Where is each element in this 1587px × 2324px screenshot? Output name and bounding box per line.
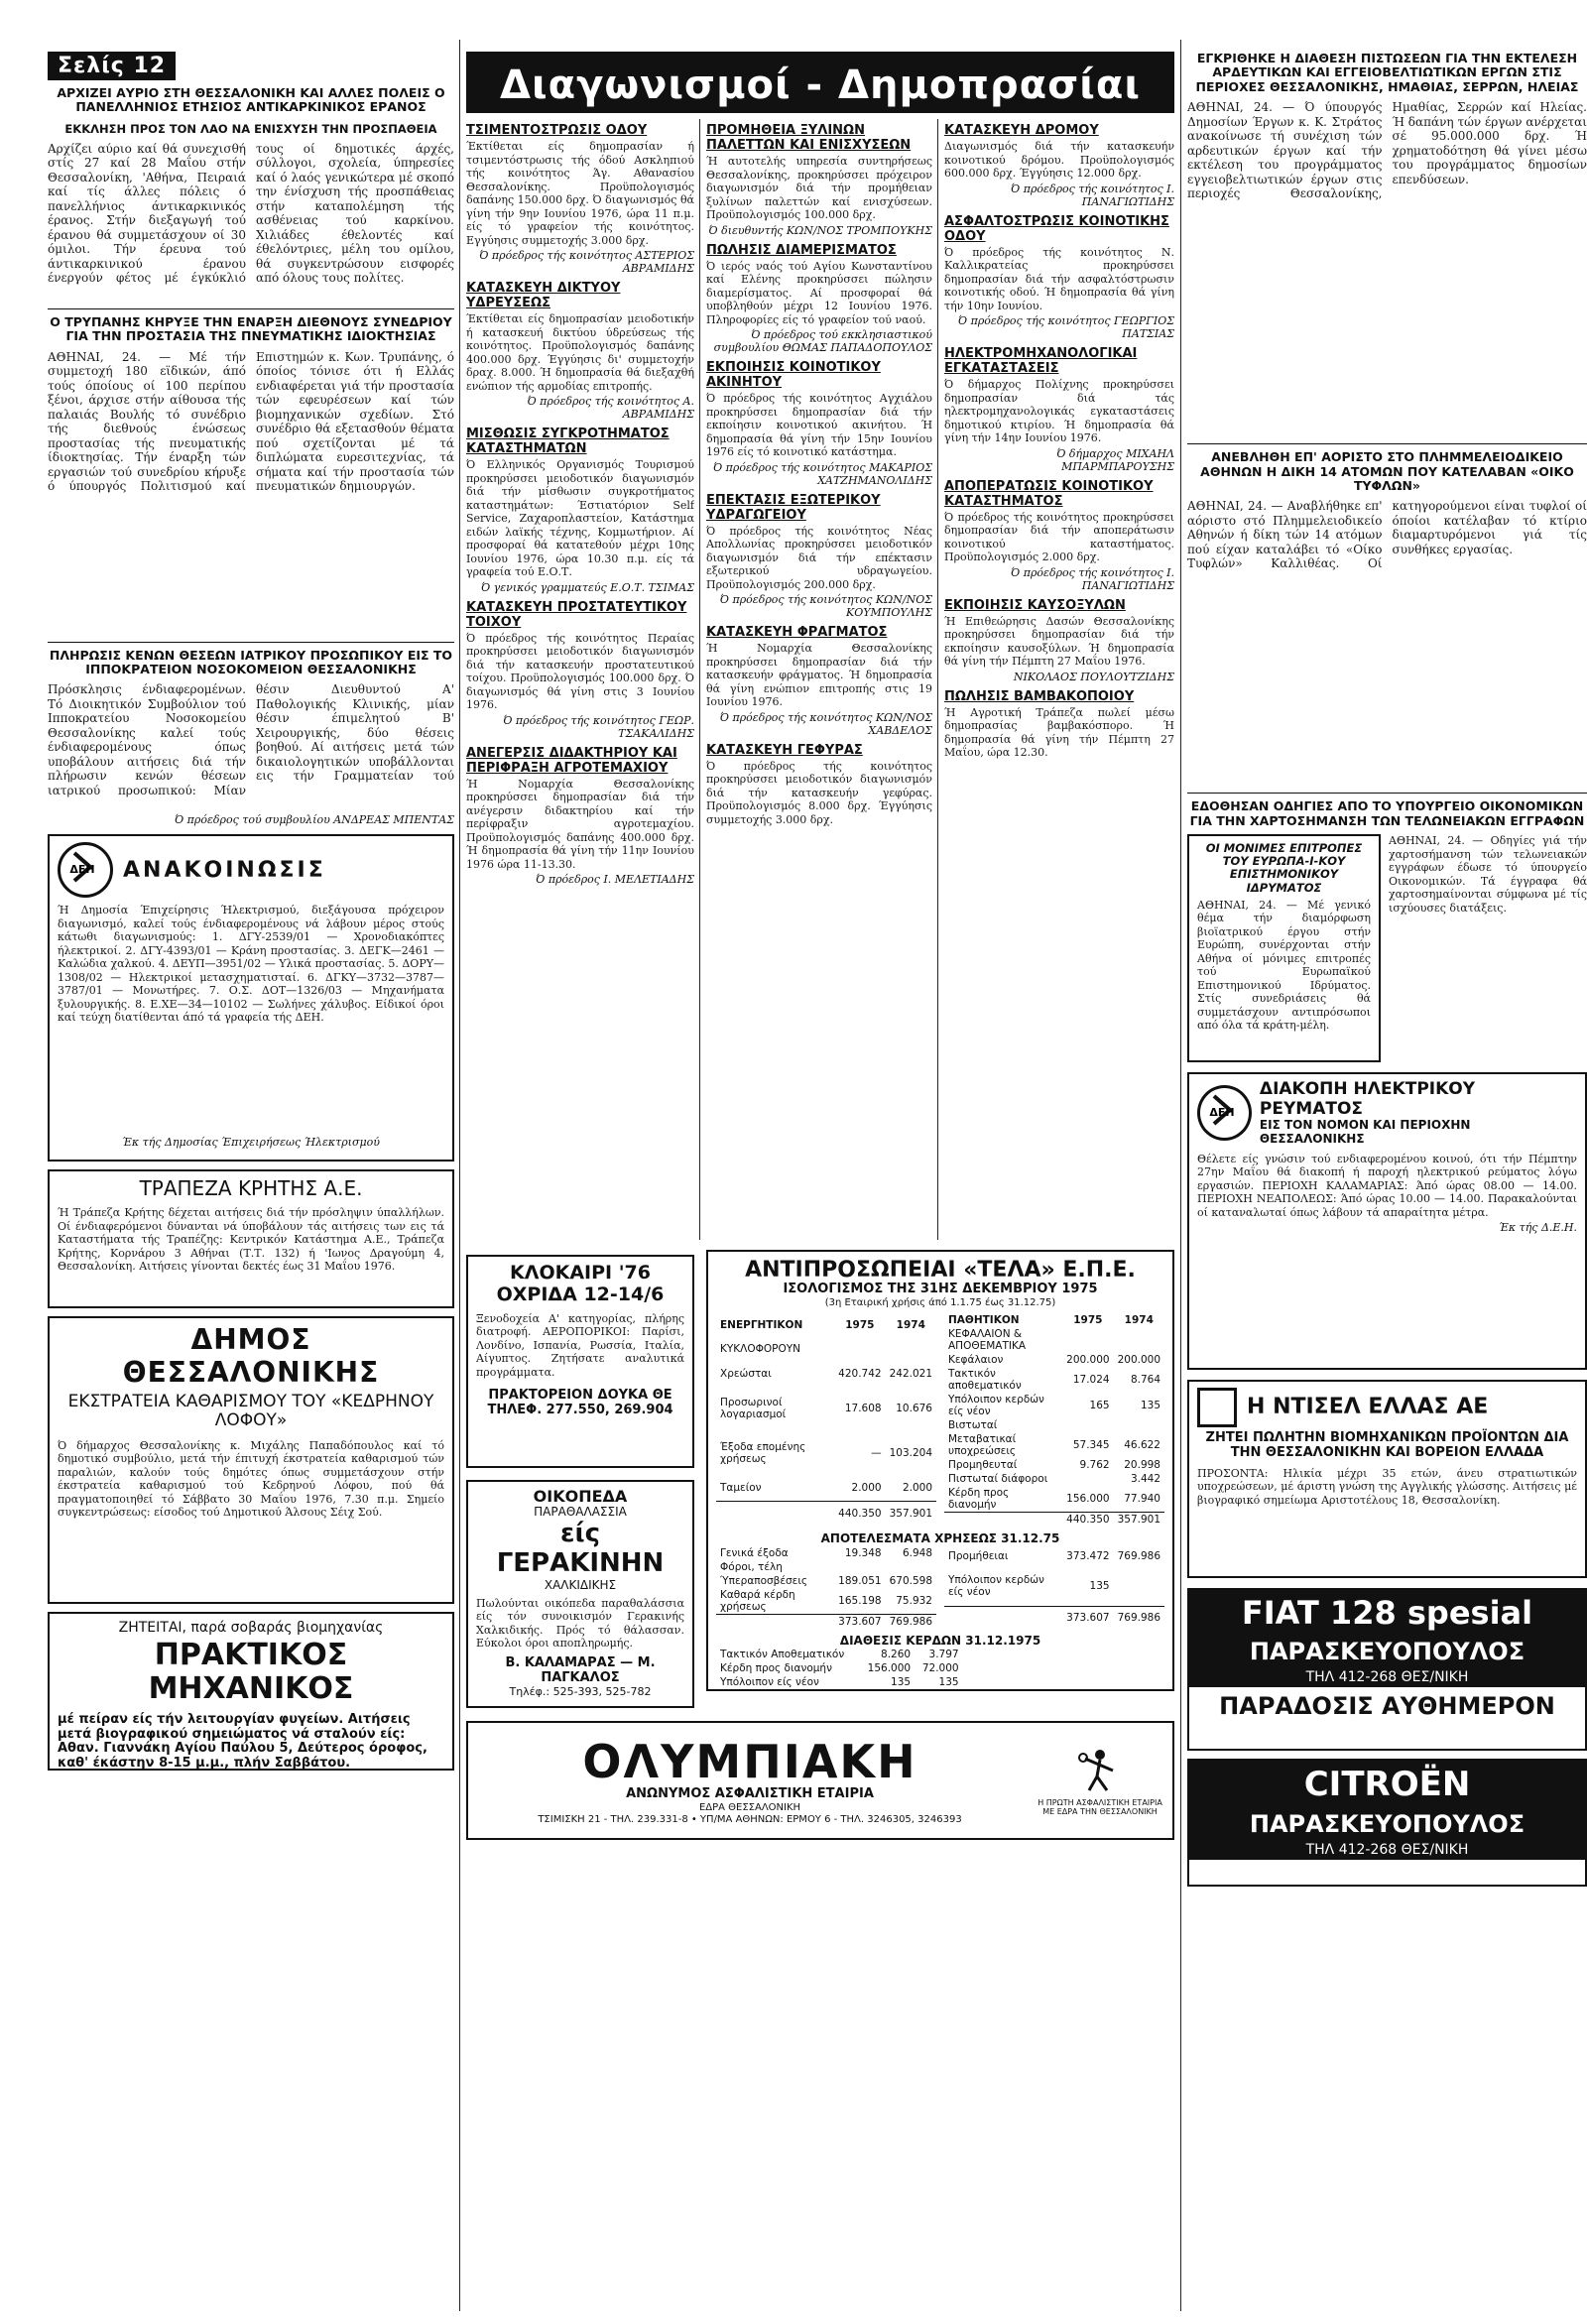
asset-v1: 17.608 (844, 1402, 882, 1414)
asset-row (716, 1386, 936, 1430)
outage-title: ΔΙΑΚΟΠΗ ΗΛΕΚΤΡΙΚΟΥ ΡΕΥΜΑΤΟΣ (1259, 1079, 1476, 1119)
dist-v2: 135 (938, 1676, 959, 1689)
notice-c2-title: ΑΣΦΑΛΤΟΣΤΡΩΣΙΣ ΚΟΙΝΟΤΙΚΗΣ ΟΔΟΥ (944, 213, 1169, 244)
plots-contact: Β. ΚΑΛΑΜΑΡΑΣ — Μ. ΠΑΓΚΑΛΟΣ (505, 1654, 656, 1685)
asset-label: ΚΥΚΛΟΦΟΡΟΥΝ (720, 1343, 801, 1356)
result-left-v2: 6.948 (902, 1546, 932, 1559)
result-left-v2: 75.932 (896, 1594, 932, 1607)
notice-c2-signature: Ό πρόεδρος τής κοινότητος ΓΕΩΡΓΙΟΣ ΠΑΤΣΙΑΣ (957, 314, 1174, 340)
liability-v2: 200.000 (1117, 1353, 1160, 1366)
article2-body: ΑΘΗΝΑΙ, 24. — Μέ τήν συμμετοχή 180 εϊδικών, άπό τούς όποίους οί 100 περίπου ξένοι, άρχισε στήν αίθουσα τής παλαιάς Βουλής τό συνέδριο τής διεθνούς ένώσεως προστασίας τής πνευματικής ίδιοκτησίας. Τήν έναρξη τών εργασιών τού συνεδρίου κήρυξε ό ύπουργός Πολιτισμού καί Επιστημών κ. Κων. Τρυπάνης, ό όποίος τόνισε ότι ή Ελλάς ενδιαφέρεται γιά τήν προστασία τών εφευρέσεων καί τών βιομηχανικών σχεδίων. Στό συνέδριο θά εξετασθούν θέματα πού σχετίζονται μέ τά διπλώματα ευρεσιτεχνίας, τά σήματα καί τήν προστασία τών πνευματικών δημιουργών. (48, 349, 454, 494)
article1-body: Αρχίζει αύριο καί θά συνεχισθή στίς 27 καί 28 Μαΐου στήν Θεσσαλονίκη, 'Αθήνα, Πειραιά καί τίς άλλες πόλεις ό πανελλήνιος άντικαρκινικός έρανος. Στήν διεξαγωγή τού έρανου θά συμμετάσχουν οί 30 όμιλοι. Τήν έρευνα τού άντικαρκινικού έρανου ένεργούν φέτος μέ έγκύκλιό τους οί δημοτικές άρχές, σύλλογοι, σχολεία, ύπηρεσίες καί ό λαός γενικώτερα μέ σκοπό την ένίσχυση τής προσπάθειας στήν καταπολέμηση τής ασθένειας τού καρκίνου. Χιλιάδες έθελοντές καί έθελόντριες, μέλη του ομίλου, θά συγκεντρώσουν εισφορές από όλους τους πολίτες. (48, 141, 454, 286)
dist-label: Τακτικόν Αποθεματικόν (720, 1649, 845, 1661)
article1-subheadline: ΕΚΚΛΗΣΗ ΠΡΟΣ ΤΟΝ ΛΑΟ ΝΑ ΕΝΙΣΧΥΣΗ ΤΗΝ ΠΡΟΣΠΑΘΕΙΑ (64, 121, 437, 136)
discus-thrower-icon (1075, 1745, 1125, 1794)
notice-c1-body: Διαγωνισμός διά τήν κατασκευήν κοινοτικού δρόμου. Προϋπολογισμός 600.000 δρχ. Έγγύησις 12.000 δρχ. (944, 140, 1174, 180)
olympiaki-badge: Η ΠΡΩΤΗ ΑΣΦΑΛΙΣΤΙΚΗ ΕΤΑΙΡΙΑ ΜΕ ΕΔΡΑ ΤΗΝ ΘΕΣΣΑΛΟΝΙΚΗ (1038, 1797, 1162, 1816)
liability-v1: 165 (1089, 1399, 1110, 1411)
result-left-label: Καθαρά κέρδη χρήσεως (720, 1588, 795, 1613)
citroen-dealer: ΠΑΡΑΣΚΕΥΟΠΟΥΛΟΣ (1189, 1808, 1585, 1840)
fiat-dealer: ΠΑΡΑΣΚΕΥΟΠΟΥΛΟΣ (1189, 1636, 1585, 1667)
eec-box (1187, 834, 1381, 1062)
notice-b1-title: ΠΡΟΜΗΘΕΙΑ ΞΥΛΙΝΩΝ ΠΑΛΕΤΤΩΝ ΚΑΙ ΕΝΙΣΧΥΣΕΩΝ (706, 123, 912, 153)
dist-label: Κέρδη προς διανομήν (720, 1662, 832, 1675)
fiat-phone: ΤΗΛ 412-268 ΘΕΣ/ΝΙΚΗ (1189, 1667, 1585, 1687)
asset-v1: — (871, 1447, 882, 1460)
notice-b6-title: ΚΑΤΑΣΚΕΥΗ ΓΕΦΥΡΑΣ (706, 742, 863, 758)
liability-v2: 77.940 (1124, 1492, 1160, 1505)
result-left-v1: 165.198 (838, 1594, 882, 1607)
result-left-v2: 670.598 (889, 1574, 932, 1587)
dist-v1: 135 (891, 1676, 912, 1689)
asset-v2: 242.021 (889, 1367, 932, 1380)
column-4 (944, 0, 1174, 2324)
asset-label: Χρεώσται (720, 1367, 772, 1380)
assets-table (716, 1313, 936, 1527)
liability-v1: 200.000 (1066, 1353, 1110, 1366)
notice-a4-signature: Ό πρόεδρος τής κοινότητος ΓΕΩΡ. ΤΣΑΚΑΛΙΔΗΣ (503, 713, 694, 740)
d2-body: ΑΘΗΝΑΙ, 24. — Αναβλήθηκε επ' αόριστο στό Πλημμελειοδικείο Αθηνών ή δίκη τών 14 ατόμων πού είχαν καταλάβει τό «Οίκο Τυφλών» Καλλιθέας. Οί κατηγορούμενοι είναι τυφλοί οί όποίοι κατέλαβαν τό κτίριο διαμαρτυρόμενοι γιά τίς συνθήκες εργασίας. (1187, 499, 1587, 571)
notice-b6-body: Ό πρόεδρος τής κοινότητος προκηρύσσει μειοδοτικόν διαγωνισμόν διά τήν κατασκευήν γεφύρας. Προϋπολογισμός 8.000 δρχ. Έγγύησις συμμετοχής 3.000 δρχ. (706, 759, 932, 826)
notice-c5-title: ΕΚΠΟΙΗΣΙΣ ΚΑΥΣΟΞΥΛΩΝ (944, 597, 1126, 613)
notice-b4-title: ΕΠΕΚΤΑΣΙΣ ΕΞΩΤΕΡΙΚΟΥ ΥΔΡΑΓΩΓΕΙΟΥ (706, 492, 881, 523)
plots-intro: ΟΙΚΟΠΕΔΑ (533, 1487, 628, 1506)
olympiaki-address: ΤΣΙΜΙΣΚΗ 21 - ΤΗΛ. 239.331-8 • ΥΠ/ΜΑ ΑΘΗΝΩΝ: ΕΡΜΟΥ 6 - ΤΗΛ. 3246305, 3246393 (538, 1813, 962, 1825)
column-3 (706, 0, 932, 2324)
bank-title: ΤΡΑΠΕΖΑ ΚΡΗΤΗΣ Α.Ε. (139, 1176, 363, 1201)
outage-body: Θέλετε είς γνώσιν τού ενδιαφερομένου κοινού, ότι τήν Πέμπτην 27ην Μαΐου θά διακοπή ή παροχή ηλεκτρικού ρεύματος λόγω εργασιών. ΠΕΡΙΟΧΗ ΚΑΛΑΜΑΡΙΑΣ: Άπό ώρας 08.00 — 14.00. ΠΕΡΙΟΧΗ ΝΕΑΠΟΛΕΩΣ: Άπό ώρας 10.00 — 14.00. Παρακαλούνται οί καταναλωταί όπως λάβουν τά απαραίτητα μέτρα. (1197, 1152, 1577, 1219)
results-left-table (716, 1546, 936, 1629)
hiring-body: μέ πείραν είς τήν λειτουργίαν φυγείων. Αιτήσεις μετά βιογραφικού σημειώματος νά σταλούν είς: Αθαν. Γιαννάκη Αγίου Παύλου 5, Δεύτερος όροφος, καθ' έκάστην 8-15 μ.μ., πλήν Σαββάτου. (58, 1711, 427, 1772)
deh-title: ΑΝΑΚΟΙΝΩΣΙΣ (123, 857, 326, 883)
notice-b4-signature: Ό πρόεδρος τής κοινότητος ΚΩΝ/ΝΟΣ ΚΟΥΜΠΟΥΛΗΣ (719, 593, 932, 619)
ntisel-body: ΠΡΟΣΟΝΤΑ: Ηλικία μέχρι 35 ετών, άνευ στρατιωτικών υποχρεώσεων, μέ άριστη γνώση της Αγγλικής γλώσσης. Αιτήσεις μέ βιογραφικό σημείωμα Αριστοτέλους 18, Θεσσαλονίκη. (1197, 1466, 1577, 1507)
liability-row (944, 1367, 1164, 1393)
deh-logo-icon (58, 842, 113, 898)
notice-b3-title: ΕΚΠΟΙΗΣΙΣ ΚΟΙΝΟΤΙΚΟΥ ΑΚΙΝΗΤΟΥ (706, 360, 881, 390)
assets-total-1975: 440.350 (838, 1508, 882, 1521)
liability-label: Προμηθευταί (948, 1458, 1018, 1471)
result-left-v1 (834, 1560, 885, 1574)
article3-headline: ΠΛΗΡΩΣΙΣ ΚΕΝΩΝ ΘΕΣΕΩΝ ΙΑΤΡΙΚΟΥ ΠΡΟΣΩΠΙΚΟΥ ΕΙΣ ΤΟ ΙΠΠΟΚΡΑΤΕΙΟΝ ΝΟΣΟΚΟΜΕΙΟΝ ΘΕΣΣΑΛΟΝΙΚΗΣ (49, 647, 453, 677)
page-label: Σελίς 12 (48, 52, 176, 80)
d1-body: ΑΘΗΝΑΙ, 24. — Ό ύπουργός Δημοσίων Έργων κ. Κ. Στράτος ανακοίνωσε τή συνέχιση τών αρδευτικών έργων καί τήν εκτέλεση του προγράμματος εγγειοβελτιωτικών έργων στις περιοχές Θεσσαλονίκης, Ημαθίας, Σερρών καί Ηλείας. Ή δαπάνη τών έργων ανέρχεται σέ 95.000.000 δρχ. Ή χρηματοδότηση θά γίνει μέσω του προγράμματος δημοσίων επενδύσεων. (1187, 100, 1587, 201)
notice-b2-body: Ό ιερός ναός τού Αγίου Κωνσταντίνου καί Ελένης προκηρύσσει πώλησιν διαμερίσματος. Αί προσφοραί θά υποβληθούν μέχρι 12 Ιουνίου 1976. Πληροφορίες είς τό γραφείον τού ναού. (706, 259, 932, 326)
liability-label: Υπόλοιπον κερδών είς νέον (948, 1393, 1044, 1417)
liability-label: Βιστωταί (948, 1418, 998, 1431)
liability-row (944, 1432, 1164, 1458)
dist-total-1 (859, 1690, 915, 1691)
travel-phone: ΤΗΛΕΦ. 277.550, 269.904 (487, 1403, 673, 1418)
liability-v2: 135 (1140, 1399, 1160, 1411)
olympiaki-brand: ΟΛΥΜΠΙΑΚΗ (582, 1734, 917, 1788)
d3-headline: ΕΔΟΘΗΣΑΝ ΟΔΗΓΙΕΣ ΑΠΟ ΤΟ ΥΠΟΥΡΓΕΙΟ ΟΙΚΟΝΟΜΙΚΩΝ ΓΙΑ ΤΗΝ ΧΑΡΤΟΣΗΜΑΝΣΗ ΤΩΝ ΤΕΛΩΝΕΙΑΚΩΝ ΕΓΓΡΑΦΩΝ (1189, 798, 1585, 828)
plots-title: είς ΓΕΡΑΚΙΝΗΝ (496, 1519, 665, 1579)
hiring-title: ΠΡΑΚΤΙΚΟΣ ΜΗΧΑΝΙΚΟΣ (148, 1637, 354, 1707)
hiring-ad (48, 1612, 454, 1771)
asset-v2: 10.676 (896, 1402, 932, 1414)
results-right-table (944, 1546, 1164, 1629)
notice-b1-body: Ή αυτοτελής υπηρεσία συντηρήσεως Θεσσαλονίκης, προκηρύσσει πρόχειρον διαγωνισμόν διά τήν προμήθειαν ξυλίνων παλεττών καί ενισχύσεων. Προϋπολογισμός 100.000 δρχ. (706, 155, 932, 221)
asset-v2 (886, 1337, 936, 1361)
result-right-label: Προμήθειαι (948, 1550, 1009, 1563)
notice-a2-title: ΚΑΤΑΣΚΕΥΗ ΔΙΚΤΥΟΥ ΥΔΡΕΥΣΕΩΣ (466, 281, 621, 310)
travel-body: Ξενοδοχεία Α' κατηγορίας, πλήρης διατροφή. ΑΕΡΟΠΟΡΙΚΟΙ: Παρίσι, Λονδίνο, Ισπανία, Ρωσσία, Ιταλία, Αίγυπτος. Ζητήσατε αναλυτικά προγράμματα. (476, 1311, 684, 1379)
assets-year2: 1974 (896, 1318, 925, 1331)
ntisel-logo-icon (1197, 1388, 1237, 1427)
ntisel-subtitle: ΖΗΤΕΙ ΠΩΛΗΤΗΝ ΒΙΟΜΗΧΑΝΙΚΩΝ ΠΡΟΪΟΝΤΩΝ ΔΙΑ ΤΗΝ ΘΕΣΣΑΛΟΝΙΚΗΝ ΚΑΙ ΒΟΡΕΙΟΝ ΕΛΛΑΔΑ (1205, 1430, 1569, 1460)
travel-ad (466, 1255, 694, 1468)
liab-year1: 1975 (1073, 1313, 1103, 1326)
result-left-row (716, 1546, 936, 1560)
plots-region: ΧΑΛΚΙΔΙΚΗΣ (544, 1577, 617, 1592)
liability-v1: 17.024 (1072, 1373, 1110, 1386)
olympiaki-ad (466, 1721, 1174, 1840)
notice-a1-body: Έκτίθεται είς δημοπρασίαν ή τσιμεντόστρωσις τής όδού Ασκληπιού τής κοινότητος Άγ. Αθανασίου Θεσσαλονίκης. Προϋπολογισμός δαπάνης 150.000 δρχ. Ό διαγωνισμός θά γίνη τήν 9ην Ιουνίου 1976, ώρα 11 π.μ. είς τό γραφείον τής κοινότητος. Εγγύησις συμμετοχής 3.000 δρχ. (466, 140, 694, 247)
notice-c4-title: ΑΠΟΠΕΡΑΤΩΣΙΣ ΚΟΙΝΟΤΙΚΟΥ ΚΑΤΑΣΤΗΜΑΤΟΣ (944, 478, 1154, 509)
asset-label: Έξοδα επομένης χρήσεως (720, 1441, 806, 1466)
asset-row (716, 1431, 936, 1476)
result-left-label: Γενικά έξοδα (720, 1546, 789, 1559)
result-left-v2 (886, 1560, 936, 1574)
notice-b3-body: Ό πρόεδρος τής κοινότητος Αγχιάλου προκηρύσσει δημοπρασίαν διά τήν εκποίησιν κοινοτικού ακινήτου. Ή δημοπρασία θά γίνη τήν 15ην Ιουνίου 1976 είς τό κοινοτικό κατάστημα. (706, 392, 932, 458)
liab-total-1974: 357.901 (1117, 1513, 1160, 1526)
asset-v2: 2.000 (902, 1482, 932, 1495)
asset-label: Προσωρινοί λογαριασμοί (720, 1396, 787, 1420)
bank-body: Ή Τράπεζα Κρήτης δέχεται αιτήσεις διά τήν πρόσληψιν ύπαλλήλων. Οί ένδιαφερόμενοι δύνανται νά ύποβάλουν τάς αιτήσεις των εις τά Καταστήματα τής Τραπέζης: Κεντρικόν Κατάστημα Α.Ε., Τράπεζα Κρήτης, Κορνάρου 3 Αθήναι (Τ.Τ. 132) ή 'Ιωνος Δραγούμη 4, Θεσσαλονίκη. Αιτήσεις γίνονται δεκτές έως 31 Μαΐου 1976. (58, 1206, 444, 1274)
notice-a3-signature: Ό γενικός γραμματεύς Ε.Ο.Τ. ΤΣΙΜΑΣ (481, 580, 694, 594)
notice-b3-signature: Ό πρόεδρος τής κοινότητος ΜΑΚΑΡΙΟΣ ΧΑΤΖΗΜΑΝΟΛΙΔΗΣ (712, 460, 932, 487)
result-left-label: Ύπεραποσβέσεις (720, 1574, 808, 1587)
travel-title: ΚΛΟΚΑΙΡΙ '76 ΟΧΡΙΔΑ 12-14/6 (496, 1262, 665, 1305)
fiat-delivery: ΠΑΡΑΔΟΣΙΣ ΑΥΘΗΜΕΡΟΝ (1219, 1692, 1555, 1720)
outage-signature: Έκ τής Δ.Ε.Η. (1499, 1221, 1577, 1235)
notice-a4-title: ΚΑΤΑΣΚΕΥΗ ΠΡΟΣΤΑΤΕΥΤΙΚΟΥ ΤΟΙΧΟΥ (466, 599, 687, 630)
liability-label: Κέρδη προς διανομήν (948, 1486, 1010, 1511)
d3-body: ΑΘΗΝΑΙ, 24. — Οδηγίες γιά τήν χαρτοσήμανση τών τελωνειακών εγγράφων έδωσε τό ύπουργείο Οικονομικών. Τά έγγραφα θά χαρτοσημαίνονται σύμφωνα μέ τίς ισχύουσες διατάξεις. (1389, 834, 1587, 915)
column-5 (1187, 0, 1587, 2324)
liability-v1 (1062, 1327, 1113, 1353)
asset-row (716, 1337, 936, 1361)
liability-row (944, 1458, 1164, 1472)
result-left-row (716, 1574, 936, 1588)
result-left-label: Φόροι, τέλη (720, 1560, 783, 1573)
liability-v2: 46.622 (1124, 1438, 1160, 1451)
result-right-row (944, 1546, 1164, 1567)
results-right-total-1: 373.607 (1066, 1611, 1110, 1624)
liability-row (944, 1393, 1164, 1418)
article3-signature: Ό πρόεδρος τού συμβουλίου ΑΝΔΡΕΑΣ ΜΠΕΝΤΑΣ (174, 813, 454, 827)
results-left-total-2: 769.986 (889, 1615, 932, 1628)
results-right-total-2: 769.986 (1117, 1611, 1160, 1624)
dist-total-2 (915, 1690, 963, 1691)
notice-b5-signature: Ό πρόεδρος τής κοινότητος ΚΩΝ/ΝΟΣ ΧΑΒΔΕΛΟΣ (719, 710, 932, 737)
dist-title: ΔΙΑΘΕΣΙΣ ΚΕΡΔΩΝ 31.12.1975 (839, 1633, 1041, 1648)
column-1 (48, 0, 454, 2324)
citroen-phone: ΤΗΛ 412-268 ΘΕΣ/ΝΙΚΗ (1189, 1840, 1585, 1860)
notice-a5-title: ΑΝΕΓΕΡΣΙΣ ΔΙΔΑΚΤΗΡΙΟΥ ΚΑΙ ΠΕΡΙΦΡΑΞΗ ΑΓΡΟΤΕΜΑΧΙΟΥ (466, 745, 677, 776)
notice-a5-body: Ή Νομαρχία Θεσσαλονίκης προκηρύσσει δημοπρασίαν διά τήν ανέγερσιν διδακτηρίου καί τήν περίφραξιν αγροτεμαχίου. Προϋπολογισμός δαπάνης 400.000 δρχ. Ή δημοπρασία θά γίνη τήν 11ην Ιουνίου 1976 ώρα 11-13.30. (466, 777, 694, 871)
notice-a3-title: ΜΙΣΘΩΣΙΣ ΣΥΓΚΡΟΤΗΜΑΤΟΣ ΚΑΤΑΣΤΗΜΑΤΩΝ (466, 427, 670, 456)
notice-a1-title: ΤΣΙΜΕΝΤΟΣΤΡΩΣΙΣ ΟΔΟΥ (466, 123, 648, 138)
notice-b5-body: Ή Νομαρχία Θεσσαλονίκης προκηρύσσει δημοπρασίαν διά τήν κατασκευήν φράγματος. Ή δημοπρασία θά γίνη ενώπιον επιτροπής στις 19 Ιουνίου 1976. (706, 642, 932, 708)
svg-text:ΔΕΗ: ΔΕΗ (69, 863, 95, 877)
liability-v2: 8.764 (1130, 1373, 1160, 1386)
dist-v1: 156.000 (867, 1662, 912, 1675)
dimos-body: Ό δήμαρχος Θεσσαλονίκης κ. Μιχάλης Παπαδόπουλος καί τό δημοτικό συμβούλιο, μετά τήν έπιτυχή έκστρατεία καθαρισμού τών παραλιών, καλούν τούς δημότες όπως συμμετάσχουν στήν έκστρατεία καθαρισμού τού Κεδρηνού Λόφου, πού θά πραγματοποιηθεί τό Σάββατο 30 Μαΐου 1976, 7.30 π.μ. Σημείο συγκεντρώσεως: είσοδος τού Δημοτικού Άλσους Σέιχ Σού. (58, 1438, 444, 1520)
balance-sheet (706, 1250, 1174, 1691)
balance-subtitle: ΙΣΟΛΟΓΙΣΜΟΣ ΤΗΣ 31ΗΣ ΔΕΚΕΜΒΡΙΟΥ 1975 (783, 1282, 1098, 1297)
fiat-ad (1187, 1588, 1587, 1751)
outage-subtitle: ΕΙΣ ΤΟΝ ΝΟΜΟΝ ΚΑΙ ΠΕΡΙΟΧΗΝ ΘΕΣΣΑΛΟΝΙΚΗΣ (1259, 1118, 1471, 1146)
olympiaki-tagline: ΑΝΩΝΥΜΟΣ ΑΣΦΑΛΙΣΤΙΚΗ ΕΤΑΙΡΙΑ (626, 1786, 874, 1802)
deh-signature: Έκ τής Δημοσίας Έπιχειρήσεως Ήλεκτρισμού (122, 1136, 380, 1150)
eec-body: ΑΘΗΝΑΙ, 24. — Μέ γενικό θέμα τήν διαμόρφωση βιοϊατρικού έργου στήν Ευρώπη, συνέρχονται στήν Αθήνα οί μόνιμες επιτροπές τού Ευρωπαϊκού Επιστημονικού Ιδρύματος. Στίς συνεδριάσεις θά συμμετάσχουν αντιπρόσωποι από όλα τά κράτη-μέλη. (1197, 898, 1371, 1033)
liability-v1: 57.345 (1072, 1438, 1110, 1451)
liability-v1 (1062, 1418, 1113, 1432)
result-left-row (716, 1588, 936, 1615)
liability-v1: 156.000 (1066, 1492, 1110, 1505)
results-left-total-1: 373.607 (838, 1615, 882, 1628)
dimos-title: ΔΗΜΟΣ ΘΕΣΣΑΛΟΝΙΚΗΣ (122, 1323, 380, 1389)
d1-headline: ΕΓΚΡΙΘΗΚΕ Η ΔΙΑΘΕΣΗ ΠΙΣΤΩΣΕΩΝ ΓΙΑ ΤΗΝ ΕΚΤΕΛΕΣΗ ΑΡΔΕΥΤΙΚΩΝ ΚΑΙ ΕΓΓΕΙΟΒΕΛΤΙΩΤΙΚΩΝ ΕΡΓΩΝ ΣΤΙΣ ΠΕΡΙΟΧΕΣ ΘΕΣΣΑΛΟΝΙΚΗΣ, ΗΜΑΘΙΑΣ, ΣΕΡΡΩΝ, ΗΛΕΙΑΣ (1195, 51, 1579, 94)
plots-body: Πωλούνται οικόπεδα παραθαλάσσια είς τόν συνοικισμόν Γερακινής Χαλκιδικής. Πρός τό θάλασσαν. Εύκολοι όροι αποπληρωμής. (476, 1596, 684, 1651)
liab-head: ΠΑΘΗΤΙΚΟΝ (948, 1313, 1020, 1326)
notice-a2-body: Έκτίθεται είς δημοπρασίαν μειοδοτικήν ή κατασκευή δικτύου ύδρεύσεως τής κοινότητος. Προϋπολογισμός δαπάνης 400.000 δρχ. Έγγύησις δι' συμμετοχήν δραχ. 8.000. Ή δημοπρασία θά διεξαχθή ενώπιον τής αρμοδίας επιτροπής. (466, 312, 694, 393)
section-title: Διαγωνισμοί - Δημοπρασίαι (466, 52, 1174, 113)
asset-label: Ταμείον (720, 1482, 762, 1495)
dist-row (716, 1675, 963, 1690)
notice-b4-body: Ό πρόεδρος τής κοινότητος Νέας Απολλωνίας προκηρύσσει μειοδοτικόν διαγωνισμόν διά τήν επέκτασιν εξωτερικού υδραγωγείου. Προϋπολογισμός 200.000 δρχ. (706, 524, 932, 591)
result-right-v1: 373.472 (1066, 1550, 1110, 1563)
deh-body: Ή Δημοσία Έπιχείρησις Ήλεκτρισμού, διεξάγουσα πρόχειρον διαγωνισμό, καλεί τούς ένδιαφερομένους νά λάβουν μέρος στούς κάτωθι διαγωνισμούς: 1. ΔΓΥ-2539/01 — Χρονοδιακόπτες ήλεκτρικοί. 2. ΔΓΥ-4393/01 — Κράνη προστασίας. 3. ΔΕΓΚ—2461 — Καλώδια χαλκού. 4. ΔΕΥΠ—3951/02 — Υλικά προστασίας. 5. ΔΟΡΥ—1308/02 — Ηλεκτρικοί μετασχηματισταί. 6. ΔΓΚΥ—3732—3787—3787/01 — Μονωτήρες. 7. Ο.Σ. ΔΟΤ—1326/03 — Μηχανήματα ξυλουργικής. 8. Ε.ΧΕ—34—10102 — Σωλήνες χάλυβος. Είδικοί όροι καί τεύχη διατίθενται άπό τά γραφεία τής ΔΕΗ. (58, 904, 444, 1025)
ntisel-ad (1187, 1380, 1587, 1578)
plots-ad (466, 1480, 694, 1708)
d2-headline: ΑΝΕΒΛΗΘΗ ΕΠ' ΑΟΡΙΣΤΟ ΣΤΟ ΠΛΗΜΜΕΛΕΙΟΔΙΚΕΙΟ ΑΘΗΝΩΝ Η ΔΙΚΗ 14 ΑΤΟΜΩΝ ΠΟΥ ΚΑΤΕΛΑΒΑΝ «ΟΙΚΟ ΤΥΦΛΩΝ» (1200, 449, 1574, 493)
balance-period: (3η Εταιρική χρήσις άπό 1.1.75 έως 31.12.75) (824, 1297, 1056, 1309)
hiring-intro: ΖΗΤΕΙΤΑΙ, παρά σοβαράς βιομηχανίας (118, 1620, 384, 1637)
liab-year2: 1974 (1124, 1313, 1154, 1326)
dist-v2: 72.000 (921, 1662, 959, 1675)
dist-row (716, 1648, 963, 1661)
asset-v1: 420.742 (838, 1367, 882, 1380)
bank-crete-ad (48, 1169, 454, 1308)
notice-b1-signature: Ό διευθυντής ΚΩΝ/ΝΟΣ ΤΡΟΜΠΟΥΚΗΣ (708, 223, 932, 237)
plots-sub: ΠΑΡΑΘΑΛΑΣΣΙΑ (534, 1505, 627, 1520)
result-right-label: Υπόλοιπον κερδών είς νέον (948, 1574, 1044, 1599)
result-right-v1: 135 (1089, 1580, 1110, 1593)
notice-c5-signature: ΝΙΚΟΛΑΟΣ ΠΟΥΛΟΥΤΖΙΔΗΣ (1013, 670, 1174, 683)
liability-v2 (1114, 1327, 1164, 1353)
notice-b2-title: ΠΩΛΗΣΙΣ ΔΙΑΜΕΡΙΣΜΑΤΟΣ (706, 242, 897, 258)
liabilities-table (944, 1313, 1164, 1527)
liability-row (944, 1486, 1164, 1513)
notice-b2-signature: Ό πρόεδρος τού εκκλησιαστικού συμβουλίου ΘΩΜΑΣ ΠΑΠΑΔΟΠΟΥΛΟΣ (713, 328, 932, 354)
article3-body: Πρόσκλησις ένδιαφερομένων. Τό Διοικητικόν Συμβούλιον τού Ιπποκρατείου Νοσοκομείου Θεσσαλονίκης καλεί τούς ένδιαφερομένους όπως υποβάλουν αιτήσεις διά τήν πλήρωσιν κενών θέσεων ιατρικού προσωπικού: Μίαν θέσιν Διευθυντού Α' Παθολογικής Κλινικής, μίαν θέσιν έπιμελητού Β' Χειρουργικής, δύο θέσεις βοηθού. Αί αιτήσεις μετά τών δικαιολογητικών υποβάλλονται εις τήν Γραμματείαν τού (48, 682, 454, 797)
balance-title: ΑΝΤΙΠΡΟΣΩΠΕΙΑΙ «ΤΕΛΑ» Ε.Π.Ε. (745, 1258, 1136, 1283)
asset-row (716, 1362, 936, 1386)
notice-a5-signature: Ό πρόεδρος Ι. ΜΕΛΕΤΙΑΔΗΣ (536, 873, 694, 886)
result-left-row (716, 1560, 936, 1574)
result-right-v2 (1114, 1567, 1164, 1607)
result-right-row (944, 1567, 1164, 1607)
asset-v1: 2.000 (851, 1482, 882, 1495)
notice-b5-title: ΚΑΤΑΣΚΕΥΗ ΦΡΑΓΜΑΤΟΣ (706, 625, 888, 640)
deh-logo-icon-2 (1197, 1085, 1252, 1141)
result-right-v2: 769.986 (1117, 1550, 1160, 1563)
liability-v1 (1062, 1472, 1113, 1486)
notice-a3-body: Ό Ελληνικός Οργανισμός Τουρισμού προκηρύσσει μειοδοτικόν διαγωνισμόν διά τήν μίσθωσιν συγκροτήματος καταστημάτων: Έστιατόριον Self Service, Ζαχαροπλαστείον, Κατάστημα ειδών λαϊκής τέχνης, Κομμωτήριον. Αί προσφοραί θά κατατεθούν μέχρι 10ης Ιουνίου 1976, ώρα 10.30 π.μ. είς τά γραφεία τού Ε.Ο.Τ. (466, 458, 694, 578)
svg-text:ΔΕΗ: ΔΕΗ (1209, 1106, 1235, 1120)
results-title: ΑΠΟΤΕΛΕΣΜΑΤΑ ΧΡΗΣΕΩΣ 31.12.75 (820, 1530, 1060, 1545)
liability-label: Μεταβατικαί υποχρεώσεις (948, 1432, 1017, 1457)
column-2 (466, 0, 694, 2324)
power-outage-notice (1187, 1072, 1587, 1370)
travel-agency: ΠΡΑΚΤΟΡΕΙΟΝ ΔΟΥΚΑ ΘΕ (488, 1388, 672, 1404)
liability-row (944, 1472, 1164, 1486)
dimos-ad (48, 1316, 454, 1604)
notice-c1-signature: Ό πρόεδρος τής κοινότητος Ι. ΠΑΝΑΓΙΩΤΙΔΗΣ (1011, 182, 1174, 208)
assets-total-1974: 357.901 (889, 1508, 932, 1521)
liab-total-1975: 440.350 (1066, 1513, 1110, 1526)
asset-v2: 103.204 (889, 1447, 932, 1460)
notice-c2-body: Ό πρόεδρος τής κοινότητος Ν. Καλλικρατείας προκηρύσσει δημοπρασίαν διά τήν ασφαλτόστρωσιν κοινοτικής οδού. Ή δημοπρασία θά γίνη τήν 10ην Ιουνίου. (944, 245, 1174, 312)
liability-label: ΚΕΦΑΛΑΙΟΝ & ΑΠΟΘΕΜΑΤΙΚΑ (948, 1327, 1027, 1352)
notice-c4-body: Ό πρόεδρος τής κοινότητος προκηρύσσει δημοπρασίαν διά τήν αποπεράτωσιν κοινοτικού καταστήματος. Προϋπολογισμός 2.000 δρχ. (944, 510, 1174, 563)
assets-head: ΕΝΕΡΓΗΤΙΚΟΝ (720, 1318, 803, 1331)
dimos-subtitle: ΕΚΣΤΡΑΤΕΙΑ ΚΑΘΑΡΙΣΜΟΥ ΤΟΥ «ΚΕΔΡΗΝΟΥ ΛΟΦΟΥ» (67, 1391, 434, 1431)
notice-c6-body: Ή Αγροτική Τράπεζα πωλεί μέσω δημοπρασίας βαμβακόσπορο. Ή δημοπρασία θά γίνη τήν Πέμπτη 27 Μαΐου, ώρα 12.30. (944, 705, 1174, 759)
citroen-title: CITROËN (1189, 1761, 1585, 1808)
liability-label: Τακτικόν αποθεματικόν (948, 1367, 1022, 1392)
liability-label: Πιστωταί διάφοροι (948, 1472, 1048, 1485)
dist-v2: 3.797 (928, 1649, 959, 1661)
notice-c5-body: Ή Επιθεώρησις Δασών Θεσσαλονίκης προκηρύσσει δημοπρασίαν διά τήν εκποίησιν καυσοξύλων. Ή δημοπρασία θά γίνη τήν Πέμπτη 27 Μαΐου 1976. (944, 614, 1174, 668)
notice-c1-title: ΚΑΤΑΣΚΕΥΗ ΔΡΟΜΟΥ (944, 123, 1099, 138)
result-left-v1: 19.348 (844, 1546, 882, 1559)
dist-label: Υπόλοιπον είς νέον (720, 1676, 819, 1689)
dist-table (716, 1648, 963, 1691)
notice-c3-title: ΗΛΕΚΤΡΟΜΗΧΑΝΟΛΟΓΙΚΑΙ ΕΓΚΑΤΑΣΤΑΣΕΙΣ (944, 346, 1138, 376)
liability-v1: 9.762 (1079, 1458, 1110, 1471)
result-left-v1: 189.051 (838, 1574, 882, 1587)
notice-c6-title: ΠΩΛΗΣΙΣ ΒΑΜΒΑΚΟΠΟΙΟΥ (944, 688, 1135, 704)
olympiaki-office: ΕΔΡΑ ΘΕΣΣΑΛΟΝΙΚΗ (698, 1802, 801, 1814)
eec-title: ΟΙ ΜΟΝΙΜΕΣ ΕΠΙΤΡΟΠΕΣ ΤΟΥ ΕΥΡΩΠΑ-Ι-ΚΟΥ ΕΠΙΣΤΗΜΟΝΙΚΟΥ ΙΔΡΥΜΑΤΟΣ (1205, 841, 1363, 895)
deh-announcement (48, 834, 454, 1162)
asset-v1 (834, 1337, 885, 1361)
asset-row (716, 1476, 936, 1501)
notice-c3-body: Ό δήμαρχος Πολίχνης προκηρύσσει δημοπρασίαν διά τάς ηλεκτρομηχανολογικάς εγκαταστάσεις δημοτικού κτιρίου. Ή δημοπρασία θά γίνη τήν 14ην Ιουνίου 1976. (944, 378, 1174, 444)
liability-v2 (1114, 1418, 1164, 1432)
notice-a2-signature: Ό πρόεδρος τής κοινότητος Α. ΑΒΡΑΜΙΔΗΣ (527, 395, 694, 421)
notice-c3-signature: Ό δήμαρχος ΜΙΧΑΗΛ ΜΠΑΡΜΠΑΡΟΥΣΗΣ (1056, 446, 1174, 473)
ntisel-title: Η ΝΤΙΣΕΛ ΕΛΛΑΣ ΑΕ (1247, 1395, 1489, 1420)
liability-label: Κεφάλαιον (948, 1353, 1004, 1366)
liability-row (944, 1353, 1164, 1367)
assets-year1: 1975 (845, 1318, 875, 1331)
dist-row (716, 1661, 963, 1675)
notice-a1-signature: Ό πρόεδρος τής κοινότητος ΑΣΤΕΡΙΟΣ ΑΒΡΑΜΙΔΗΣ (479, 249, 694, 275)
article1-headline: ΑΡΧΙΖΕΙ ΑΥΡΙΟ ΣΤΗ ΘΕΣΣΑΛΟΝΙΚΗ ΚΑΙ ΑΛΛΕΣ ΠΟΛΕΙΣ Ο ΠΑΝΕΛΛΗΝΙΟΣ ΕΤΗΣΙΟΣ ΑΝΤΙΚΑΡΚΙΝΙΚΟΣ ΕΡΑΝΟΣ (57, 85, 445, 115)
liability-row (944, 1327, 1164, 1353)
dist-v1: 8.260 (881, 1649, 912, 1661)
notice-a4-body: Ό πρόεδρος τής κοινότητος Περαίας προκηρύσσει μειοδοτικόν διαγωνισμόν διά τήν κατασκευήν προστατευτικού τοίχου. Προϋπολογισμός 100.000 δρχ. Ό διαγωνισμός θά γίνη στις 3 Ιουνίου 1976. (466, 631, 694, 711)
citroen-ad (1187, 1759, 1587, 1887)
article2-headline: Ο ΤΡΥΠΑΝΗΣ ΚΗΡΥΞΕ ΤΗΝ ΕΝΑΡΞΗ ΔΙΕΘΝΟΥΣ ΣΥΝΕΔΡΙΟΥ ΓΙΑ ΤΗΝ ΠΡΟΣΤΑΣΙΑ ΤΗΣ ΠΝΕΥΜΑΤΙΚΗΣ ΙΔΙΟΚΤΗΣΙΑΣ (50, 313, 452, 344)
plots-phone: Τηλέφ.: 525-393, 525-782 (509, 1684, 652, 1698)
liability-row (944, 1418, 1164, 1432)
fiat-title: FIAT 128 spesial (1189, 1590, 1585, 1636)
liability-v2: 3.442 (1130, 1472, 1160, 1485)
notice-c4-signature: Ό πρόεδρος τής κοινότητος Ι. ΠΑΝΑΓΙΩΤΙΔΗΣ (1011, 565, 1174, 592)
liability-v2: 20.998 (1124, 1458, 1160, 1471)
